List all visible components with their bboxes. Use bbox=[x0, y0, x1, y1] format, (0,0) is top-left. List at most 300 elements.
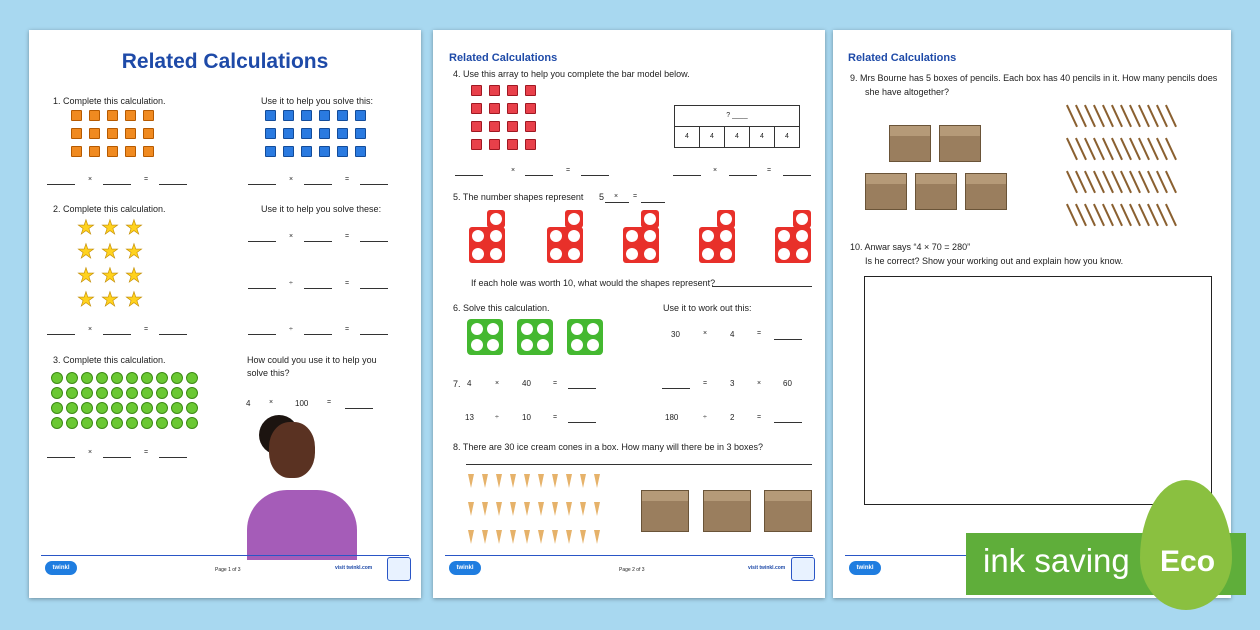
orange-square bbox=[125, 146, 136, 157]
pencil-icon bbox=[1165, 204, 1177, 226]
star-icon: ★ bbox=[77, 217, 95, 239]
answer-blank[interactable] bbox=[774, 339, 802, 340]
shape-hole bbox=[521, 323, 533, 335]
shape-hole bbox=[471, 339, 483, 351]
cardboard-box bbox=[965, 173, 1007, 210]
shape-hole bbox=[626, 230, 638, 242]
orange-square bbox=[107, 128, 118, 139]
divide-sign: ÷ bbox=[289, 280, 293, 287]
star-icon: ★ bbox=[77, 241, 95, 263]
ice-cream-cone-icon bbox=[580, 530, 586, 544]
shape-hole bbox=[550, 248, 562, 260]
orange-square bbox=[143, 146, 154, 157]
pencil-icon bbox=[1165, 138, 1177, 160]
answer-blank[interactable] bbox=[345, 408, 373, 409]
green-dot bbox=[111, 402, 123, 414]
shape-hole bbox=[521, 339, 533, 351]
answer-blank[interactable] bbox=[47, 457, 75, 458]
green-dot bbox=[66, 387, 78, 399]
equals-sign: = bbox=[703, 380, 708, 387]
green-dot bbox=[111, 387, 123, 399]
bar-model-part: 4 bbox=[724, 126, 750, 148]
divide-sign: ÷ bbox=[495, 414, 499, 421]
blue-square bbox=[319, 146, 330, 157]
green-dot bbox=[126, 402, 138, 414]
red-square bbox=[507, 139, 518, 150]
red-square bbox=[507, 121, 518, 132]
ice-cream-cone-icon bbox=[580, 474, 586, 488]
q7-r4-b: 2 bbox=[730, 413, 735, 422]
ice-cream-cone-icon bbox=[482, 502, 488, 516]
green-dot bbox=[171, 387, 183, 399]
times-sign: × bbox=[269, 399, 274, 406]
star-icon: ★ bbox=[125, 217, 143, 239]
shape-hole bbox=[472, 248, 484, 260]
footer-divider bbox=[445, 555, 813, 556]
badge-icon bbox=[791, 557, 815, 581]
question-5-followup: If each hole was worth 10, what would the shapes represent? bbox=[471, 278, 716, 288]
shape-hole bbox=[720, 230, 732, 242]
green-dot bbox=[51, 402, 63, 414]
shape-hole bbox=[796, 248, 808, 260]
green-dot bbox=[171, 402, 183, 414]
bar-model-part: 4 bbox=[774, 126, 800, 148]
ice-cream-cone-icon bbox=[510, 474, 516, 488]
shape-hole bbox=[550, 230, 562, 242]
cardboard-box bbox=[915, 173, 957, 210]
q3-value-b: 100 bbox=[295, 399, 309, 408]
blue-square bbox=[265, 128, 276, 139]
orange-square bbox=[107, 110, 118, 121]
answer-blank[interactable] bbox=[360, 334, 388, 335]
eco-badge-label: Eco bbox=[1160, 545, 1216, 578]
divide-sign: ÷ bbox=[703, 414, 707, 421]
green-dot bbox=[171, 417, 183, 429]
shape-hole bbox=[537, 339, 549, 351]
ice-cream-cone-icon bbox=[524, 502, 530, 516]
ice-cream-cone-icon bbox=[496, 530, 502, 544]
shape-hole bbox=[644, 213, 656, 225]
ice-cream-cone-icon bbox=[496, 474, 502, 488]
bar-model-part: 4 bbox=[749, 126, 775, 148]
visit-link[interactable]: visit twinkl.com bbox=[335, 565, 373, 571]
bar-model-part: 4 bbox=[699, 126, 725, 148]
q7-r1-b: 40 bbox=[522, 379, 531, 388]
shape-hole bbox=[778, 248, 790, 260]
q7-r2-a: 13 bbox=[465, 413, 474, 422]
answer-blank[interactable] bbox=[662, 388, 690, 389]
blue-square bbox=[301, 128, 312, 139]
cardboard-box bbox=[865, 173, 907, 210]
page-number: Page 2 of 3 bbox=[619, 567, 645, 573]
orange-square bbox=[89, 146, 100, 157]
cardboard-box bbox=[939, 125, 981, 162]
orange-square bbox=[143, 128, 154, 139]
green-dot bbox=[66, 417, 78, 429]
orange-square bbox=[143, 110, 154, 121]
question-6-followup: Use it to work out this: bbox=[663, 303, 752, 313]
cardboard-box bbox=[641, 490, 689, 532]
shape-hole bbox=[644, 248, 656, 260]
bar-model-whole: ? ____ bbox=[674, 105, 800, 127]
red-square bbox=[489, 85, 500, 96]
star-icon: ★ bbox=[125, 241, 143, 263]
answer-blank[interactable] bbox=[673, 175, 701, 176]
worksheet-page-1 bbox=[29, 30, 421, 598]
equals-sign: = bbox=[345, 280, 350, 287]
ice-cream-cone-icon bbox=[594, 474, 600, 488]
page-title: Related Calculations bbox=[848, 52, 957, 64]
ice-cream-cone-icon bbox=[566, 474, 572, 488]
red-square bbox=[525, 85, 536, 96]
cardboard-box bbox=[703, 490, 751, 532]
shape-hole bbox=[490, 230, 502, 242]
orange-square bbox=[125, 110, 136, 121]
equals-sign: = bbox=[144, 449, 149, 456]
answer-blank[interactable] bbox=[360, 184, 388, 185]
green-dot bbox=[156, 417, 168, 429]
answer-blank[interactable] bbox=[568, 388, 596, 389]
green-dot bbox=[126, 387, 138, 399]
ice-cream-cone-icon bbox=[566, 530, 572, 544]
equals-sign: = bbox=[633, 193, 638, 200]
star-icon: ★ bbox=[77, 265, 95, 287]
blue-square bbox=[283, 110, 294, 121]
green-dot bbox=[51, 387, 63, 399]
cardboard-box bbox=[889, 125, 931, 162]
equals-sign: = bbox=[767, 167, 772, 174]
red-square bbox=[471, 85, 482, 96]
orange-square bbox=[71, 128, 82, 139]
green-dot bbox=[126, 417, 138, 429]
ice-cream-cone-icon bbox=[552, 530, 558, 544]
ice-cream-cone-icon bbox=[594, 502, 600, 516]
shape-hole bbox=[471, 323, 483, 335]
times-sign: × bbox=[495, 380, 500, 387]
shape-hole bbox=[472, 230, 484, 242]
q7-r4-a: 180 bbox=[665, 413, 679, 422]
answer-blank[interactable] bbox=[304, 241, 332, 242]
shape-hole bbox=[587, 323, 599, 335]
green-dot bbox=[51, 372, 63, 384]
question-10-line1: 10. Anwar says “4 × 70 = 280” bbox=[850, 242, 971, 252]
green-dot bbox=[66, 372, 78, 384]
green-dot bbox=[111, 417, 123, 429]
times-sign: × bbox=[757, 380, 762, 387]
worksheet-page-2 bbox=[433, 30, 825, 598]
ice-cream-cone-icon bbox=[566, 502, 572, 516]
green-dot bbox=[96, 387, 108, 399]
green-dot bbox=[81, 387, 93, 399]
shape-hole bbox=[490, 248, 502, 260]
shape-hole bbox=[702, 230, 714, 242]
green-dot bbox=[66, 402, 78, 414]
ice-cream-cone-icon bbox=[552, 502, 558, 516]
answer-blank[interactable] bbox=[729, 175, 757, 176]
answer-blank[interactable] bbox=[159, 457, 187, 458]
red-square bbox=[489, 121, 500, 132]
question-9-line2: she have altogether? bbox=[865, 87, 950, 97]
star-icon: ★ bbox=[101, 265, 119, 287]
ice-cream-cone-icon bbox=[510, 530, 516, 544]
blue-square bbox=[301, 110, 312, 121]
blue-square bbox=[355, 110, 366, 121]
answer-blank[interactable] bbox=[248, 184, 276, 185]
twinkl-logo: twinkl bbox=[849, 561, 881, 575]
red-square bbox=[471, 121, 482, 132]
shape-hole bbox=[568, 213, 580, 225]
star-icon: ★ bbox=[77, 289, 95, 311]
blue-square bbox=[265, 146, 276, 157]
blue-square bbox=[337, 110, 348, 121]
star-icon: ★ bbox=[101, 217, 119, 239]
green-dot bbox=[156, 387, 168, 399]
shape-hole bbox=[571, 323, 583, 335]
red-square bbox=[507, 85, 518, 96]
answer-blank[interactable] bbox=[103, 184, 131, 185]
page-title: Related Calculations bbox=[449, 52, 558, 64]
green-dot bbox=[81, 402, 93, 414]
green-dot bbox=[156, 372, 168, 384]
question-10-line2: Is he correct? Show your working out and explain how you know. bbox=[865, 256, 1124, 266]
shape-hole bbox=[490, 213, 502, 225]
answer-blank[interactable] bbox=[455, 175, 483, 176]
question-5: 5. The number shapes represent bbox=[453, 192, 584, 202]
divide-sign: ÷ bbox=[289, 326, 293, 333]
red-square bbox=[507, 103, 518, 114]
times-sign: × bbox=[88, 176, 93, 183]
answer-line[interactable] bbox=[466, 464, 812, 465]
equals-sign: = bbox=[345, 176, 350, 183]
question-4: 4. Use this array to help you complete the bar model below. bbox=[453, 69, 690, 79]
blue-square bbox=[355, 128, 366, 139]
times-sign: × bbox=[88, 449, 93, 456]
shape-hole bbox=[487, 339, 499, 351]
answer-blank[interactable] bbox=[103, 334, 131, 335]
equals-sign: = bbox=[144, 176, 149, 183]
equals-sign: = bbox=[327, 399, 332, 406]
question-9-line1: 9. Mrs Bourne has 5 boxes of pencils. Each box has 40 pencils in it. How many pencils does bbox=[850, 73, 1218, 83]
shape-hole bbox=[571, 339, 583, 351]
bar-model-unknown: ? bbox=[726, 112, 731, 119]
shape-hole bbox=[626, 248, 638, 260]
q6-value-b: 4 bbox=[730, 330, 735, 339]
orange-square bbox=[89, 110, 100, 121]
pencil-icon bbox=[1165, 105, 1177, 127]
green-dot bbox=[186, 402, 198, 414]
answer-blank[interactable] bbox=[605, 202, 629, 203]
ice-cream-cone-icon bbox=[468, 474, 474, 488]
green-dot bbox=[96, 417, 108, 429]
ice-cream-cone-icon bbox=[524, 530, 530, 544]
question-3: 3. Complete this calculation. bbox=[53, 355, 166, 365]
answer-blank[interactable] bbox=[47, 184, 75, 185]
green-dot bbox=[186, 387, 198, 399]
shape-hole bbox=[778, 230, 790, 242]
shape-hole bbox=[537, 323, 549, 335]
ice-cream-cone-icon bbox=[538, 502, 544, 516]
q5-value: 5 bbox=[599, 192, 605, 202]
q7-r3-b: 60 bbox=[783, 379, 792, 388]
question-7: 7. bbox=[453, 379, 461, 389]
orange-square bbox=[107, 146, 118, 157]
orange-square bbox=[71, 146, 82, 157]
answer-blank[interactable] bbox=[248, 241, 276, 242]
question-6: 6. Solve this calculation. bbox=[453, 303, 550, 313]
red-square bbox=[489, 103, 500, 114]
times-sign: × bbox=[88, 326, 93, 333]
visit-link[interactable]: visit twinkl.com bbox=[748, 565, 786, 571]
question-1-followup: Use it to help you solve this: bbox=[261, 96, 374, 106]
ice-cream-cone-icon bbox=[524, 474, 530, 488]
times-sign: × bbox=[289, 233, 294, 240]
green-dot bbox=[81, 417, 93, 429]
answer-blank[interactable] bbox=[304, 288, 332, 289]
question-1: 1. Complete this calculation. bbox=[53, 96, 166, 106]
page-number: Page 1 of 3 bbox=[215, 567, 241, 573]
q3-value-a: 4 bbox=[246, 399, 251, 408]
star-icon: ★ bbox=[125, 289, 143, 311]
times-sign: × bbox=[703, 330, 708, 337]
answer-blank[interactable] bbox=[103, 457, 131, 458]
shape-hole bbox=[487, 323, 499, 335]
green-dot bbox=[186, 372, 198, 384]
ice-cream-cone-icon bbox=[594, 530, 600, 544]
answer-blank[interactable] bbox=[581, 175, 609, 176]
equals-sign: = bbox=[757, 414, 762, 421]
ice-cream-cone-icon bbox=[468, 502, 474, 516]
answer-blank[interactable] bbox=[641, 202, 665, 203]
star-icon: ★ bbox=[101, 289, 119, 311]
twinkl-logo: twinkl bbox=[45, 561, 77, 575]
ice-cream-cone-icon bbox=[482, 474, 488, 488]
pencil-icon bbox=[1165, 171, 1177, 193]
shape-hole bbox=[587, 339, 599, 351]
cardboard-box bbox=[764, 490, 812, 532]
answer-blank[interactable] bbox=[159, 334, 187, 335]
ice-cream-cone-icon bbox=[468, 530, 474, 544]
ice-cream-cone-icon bbox=[482, 530, 488, 544]
orange-square bbox=[89, 128, 100, 139]
answer-blank[interactable] bbox=[568, 422, 596, 423]
thinking-girl-illustration bbox=[247, 490, 357, 560]
ice-cream-cone-icon bbox=[580, 502, 586, 516]
times-sign: × bbox=[614, 193, 619, 200]
green-dot bbox=[156, 402, 168, 414]
ice-cream-cone-icon bbox=[538, 474, 544, 488]
green-dot bbox=[51, 417, 63, 429]
q7-r3-a: 3 bbox=[730, 379, 735, 388]
equals-sign: = bbox=[553, 414, 558, 421]
red-square bbox=[525, 121, 536, 132]
q6-value-a: 30 bbox=[671, 330, 680, 339]
answer-blank[interactable] bbox=[525, 175, 553, 176]
ink-saving-label: ink saving bbox=[983, 542, 1130, 579]
shape-hole bbox=[796, 213, 808, 225]
blue-square bbox=[319, 110, 330, 121]
q7-r1-a: 4 bbox=[467, 379, 472, 388]
page-title: Related Calculations bbox=[121, 50, 329, 73]
answer-blank[interactable] bbox=[360, 241, 388, 242]
shape-hole bbox=[702, 248, 714, 260]
green-dot bbox=[171, 372, 183, 384]
answer-blank[interactable] bbox=[783, 175, 811, 176]
q7-r2-b: 10 bbox=[522, 413, 531, 422]
green-dot bbox=[186, 417, 198, 429]
answer-blank[interactable] bbox=[304, 334, 332, 335]
blue-square bbox=[337, 146, 348, 157]
blue-square bbox=[301, 146, 312, 157]
blue-square bbox=[283, 146, 294, 157]
equals-sign: = bbox=[757, 330, 762, 337]
question-3-followup-line1: How could you use it to help you bbox=[247, 355, 377, 365]
answer-blank[interactable] bbox=[304, 184, 332, 185]
answer-blank[interactable] bbox=[248, 288, 276, 289]
blue-square bbox=[265, 110, 276, 121]
answer-blank[interactable] bbox=[774, 422, 802, 423]
question-2-followup: Use it to help you solve these: bbox=[261, 204, 382, 214]
equals-sign: = bbox=[553, 380, 558, 387]
girl-head bbox=[269, 422, 315, 478]
green-dot bbox=[141, 372, 153, 384]
equals-sign: = bbox=[566, 167, 571, 174]
answer-blank[interactable] bbox=[360, 288, 388, 289]
question-2: 2. Complete this calculation. bbox=[53, 204, 166, 214]
ice-cream-cone-icon bbox=[538, 530, 544, 544]
star-icon: ★ bbox=[101, 241, 119, 263]
star-icon: ★ bbox=[125, 265, 143, 287]
times-sign: × bbox=[713, 167, 718, 174]
answer-blank[interactable] bbox=[248, 334, 276, 335]
green-dot bbox=[141, 387, 153, 399]
green-dot bbox=[96, 402, 108, 414]
red-square bbox=[525, 103, 536, 114]
answer-blank[interactable] bbox=[47, 334, 75, 335]
red-square bbox=[525, 139, 536, 150]
red-square bbox=[471, 139, 482, 150]
equals-sign: = bbox=[345, 233, 350, 240]
badge-icon bbox=[387, 557, 411, 581]
blue-square bbox=[319, 128, 330, 139]
twinkl-logo: twinkl bbox=[449, 561, 481, 575]
green-dot bbox=[126, 372, 138, 384]
question-8: 8. There are 30 ice cream cones in a box. How many will there be in 3 boxes? bbox=[453, 442, 763, 452]
answer-blank[interactable] bbox=[159, 184, 187, 185]
red-square bbox=[489, 139, 500, 150]
times-sign: × bbox=[511, 167, 516, 174]
shape-hole bbox=[796, 230, 808, 242]
shape-hole bbox=[644, 230, 656, 242]
blue-square bbox=[283, 128, 294, 139]
footer-divider bbox=[41, 555, 409, 556]
answer-line[interactable] bbox=[712, 286, 812, 287]
times-sign: × bbox=[289, 176, 294, 183]
orange-square bbox=[125, 128, 136, 139]
ice-cream-cone-icon bbox=[496, 502, 502, 516]
green-dot bbox=[81, 372, 93, 384]
ice-cream-cone-icon bbox=[552, 474, 558, 488]
question-3-followup-line2: solve this? bbox=[247, 368, 290, 378]
ice-cream-cone-icon bbox=[510, 502, 516, 516]
blue-square bbox=[337, 128, 348, 139]
green-dot bbox=[111, 372, 123, 384]
red-square bbox=[471, 103, 482, 114]
shape-hole bbox=[720, 248, 732, 260]
equals-sign: = bbox=[345, 326, 350, 333]
green-dot bbox=[96, 372, 108, 384]
shape-hole bbox=[720, 213, 732, 225]
answer-box[interactable] bbox=[864, 276, 1212, 505]
